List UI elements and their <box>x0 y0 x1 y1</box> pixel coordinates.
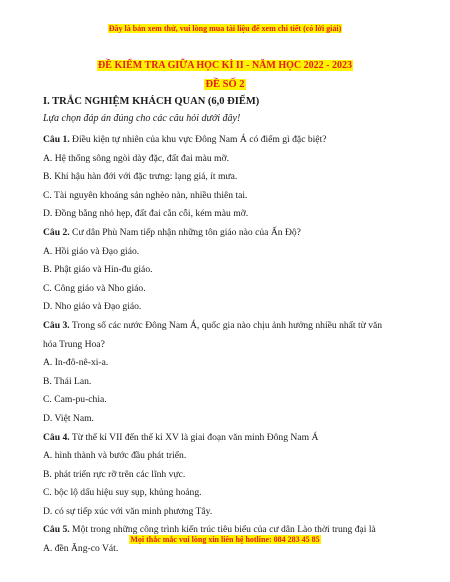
exam-title <box>0 60 450 71</box>
question-1 <box>43 131 428 150</box>
option-2c: C. Công giáo và Nho giáo. <box>43 282 146 294</box>
question-number: Câu 1. <box>43 134 70 145</box>
question-number: Câu 4. <box>43 431 70 443</box>
question-number: Câu 2. <box>43 226 70 238</box>
question-4 <box>43 429 428 448</box>
option-2b: B. Phật giáo và Hin-đu giáo. <box>43 264 153 276</box>
section-title: I. TRẮC NGHIỆM KHÁCH QUAN (6,0 ĐIỂM) <box>43 96 260 107</box>
hotline-footer-banner <box>0 535 450 544</box>
question-text: Một trong những công trình kiến trúc tiêu biểu của cư dân Lào thời trung đại là <box>69 524 376 536</box>
question-2 <box>43 224 428 243</box>
question-text: Trong số các nước Đông Nam Á, quốc gia nào chịu ảnh hưởng nhiều nhất từ văn <box>69 319 383 331</box>
question-text: Cư dân Phù Nam tiếp nhận những tôn giáo nào của Ấn Độ? <box>69 226 301 238</box>
question-text: Từ thế kỉ VII đến thế kỉ XV là giai đoạn văn minh Đông Nam Á <box>69 431 319 443</box>
question-number: Câu 5. <box>43 524 70 536</box>
option-3a: A. In-đô-nê-xi-a. <box>43 357 109 369</box>
question-text: Điều kiện tự nhiên của khu vực Đông Nam Á có điểm gì đặc biệt? <box>69 134 327 145</box>
question-number: Câu 3. <box>43 319 70 331</box>
option-2a: A. Hồi giáo và Đạo giáo. <box>43 245 140 257</box>
option-4d: D. có sự tiếp xúc với văn minh phương Tây. <box>43 505 213 517</box>
option-1a: A. Hệ thống sông ngòi dày đặc, đất đai màu mỡ. <box>43 152 229 164</box>
preview-notice-banner <box>0 24 450 33</box>
option-2d: D. Nho giáo và Đạo giáo. <box>43 301 142 313</box>
question-list <box>43 131 428 559</box>
exam-number <box>0 79 450 90</box>
option-1c: C. Tài nguyên khoáng sản nghèo nàn, nhiều thiên tai. <box>43 189 248 201</box>
option-3d: D. Việt Nam. <box>43 412 94 424</box>
option-4a: A. hình thành và bước đầu phát triển. <box>43 450 187 462</box>
option-1d: D. Đồng bằng nhỏ hẹp, đất đai cằn cỗi, kém màu mỡ. <box>43 208 249 220</box>
option-3c: C. Cam-pu-chia. <box>43 394 107 406</box>
option-5a: A. đền Ăng-co Vát. <box>43 543 119 555</box>
exam-title-text: ĐỀ KIỂM TRA GIỮA HỌC KÌ II - NĂM HỌC 2022 - 2023 <box>98 60 352 71</box>
question-3 <box>43 317 428 336</box>
option-4b: B. phát triển rực rỡ trên các lĩnh vực. <box>43 468 186 480</box>
option-1b: B. Khí hậu hàn đới với đặc trưng: lạng giá, ít mưa. <box>43 171 238 183</box>
instruction-text: Lựa chọn đáp án đúng cho các câu hỏi dưới đây! <box>43 113 241 124</box>
exam-number-text: ĐỀ SỐ 2 <box>205 79 245 90</box>
question-3-continued: hóa Trung Hoa? <box>43 338 105 350</box>
hotline-footer-text: Mọi thắc mắc vui lòng xin liên hệ hotline: 084 283 45 85 <box>130 535 320 544</box>
preview-notice-text: Đây là bản xem thử, vui lòng mua tài liệu để xem chi tiết (có lời giải) <box>108 24 342 33</box>
option-4c: C. bộc lộ dấu hiệu suy sụp, khủng hoảng. <box>43 487 202 499</box>
option-3b: B. Thái Lan. <box>43 375 92 387</box>
